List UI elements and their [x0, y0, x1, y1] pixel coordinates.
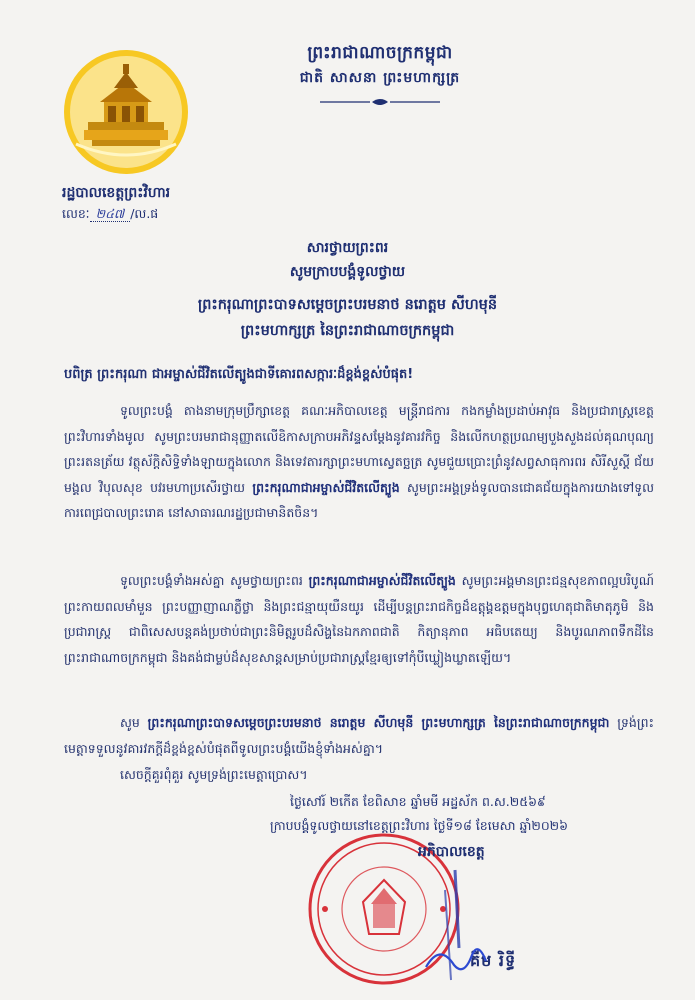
paragraph-1	[64, 398, 654, 526]
paragraph-3-tail: ទ្រង់ព្រះមេត្តាទទួលនូវគារវភក្តីដ៏ខ្ពង់ខ្ពស់បំផុតពីទូលព្រះបង្គំយើងខ្ញុំទាំងអស់គ្នា។	[64, 715, 655, 756]
provincial-logo	[62, 48, 190, 176]
handwritten-signature	[420, 935, 570, 985]
reference-number: ២៤៧	[90, 206, 131, 222]
addressee-line-2: ព្រះមហាក្សត្រ នៃព្រះរាជាណាចក្រកម្ពុជា	[240, 323, 455, 339]
salutation: បពិត្រ ព្រះករុណា ជាអម្ចាស់ជីវិតលើត្បូងជាទីគោរពសក្ការៈដ៏ខ្ពង់ខ្ពស់បំផុត!	[64, 367, 414, 382]
letter-heading: សារថ្វាយព្រះពរ	[306, 240, 389, 256]
sender-org: រដ្ឋបាលខេត្តព្រះវិហារ	[62, 185, 171, 201]
paragraph-3-emphasis: ព្រះករុណាព្រះបាទសម្ដេចព្រះបរមនាថ នរោត្តម សីហមុនី ព្រះមហាក្សត្រ នៃព្រះរាជាណាចក្រកម្ពុជា	[147, 715, 610, 730]
solar-date: ក្រាបបង្គំទូលថ្វាយនៅខេត្តព្រះវិហារ ថ្ងៃទី១៨ ខែមេសា ឆ្នាំ២០២៦	[270, 818, 568, 833]
reference-label: លេខៈ	[62, 206, 90, 221]
paragraph-3	[64, 710, 654, 761]
paragraph-3-text: សូម	[120, 715, 148, 730]
lunar-date: ថ្ងៃសៅរ៍ ២កើត ខែពិសាខ ឆ្នាំមមី អដ្ឋស័ក ព.ស.២៥៦៩	[290, 794, 546, 809]
ornament-divider	[320, 92, 440, 102]
paragraph-2-tail: សូមព្រះអង្គមានព្រះជន្មសុខភាពល្អបរិបូណ៍ ព្រះកាយពលមាំមួន ព្រះបញ្ញាញាណភ្លឺថ្លា និងព្រះជន្មាយុយឺនយូរ ដើម្បីបន្តព្រះរាជកិច្ចដ៏ឧត្តុង្គឧត្តមក្នុងបុព្វហេតុជាតិមាតុភូមិ និងប្រជារាស្ត្រ ជាពិសេសបន្តគង់ប្រថាប់ជាព្រះនិមិត្តរូបដ៏សិង្ហនៃឯកភាពជាតិ កិត្យានុភាព អធិបតេយ្យ និងបូរណភាពទឹកដីនៃព្រះរាជាណាចក្រកម្ពុជា និងគង់ជាម្លប់ដ៏សុខសាន្តសម្រាប់ប្រជារាស្ត្រខ្មែរឲ្យទៅកុំបីឃ្លៀងឃ្លាតឡើយ។	[64, 573, 654, 665]
paragraph-1-text: ទូលព្រះបង្គំ តាងនាមក្រុមប្រឹក្សាខេត្ត គណៈអភិបាលខេត្ត មន្ត្រីរាជការ កងកម្លាំងប្រដាប់អាវុធ និងប្រជារាស្ត្រខេត្តព្រះវិហារទាំងមូល សូមព្រះបរមរាជានុញ្ញាតលើឧិកាសក្រាបអភិវន្ទសម្ដែងនូវគារវកិច្ច និងលើកហត្ថប្រណម្យបួងសួងដល់គុណបុណ្យព្រះរតនត្រ័យ វត្ថុស័ក្តិសិទ្ធិទាំងឡាយក្នុងលោក និងទេវតារក្សាព្រះមហាស្វេតច្ឆត្រ សូមជួយប្រោះព្រំនូវសព្វសាធុការពរ សិរីសួស្តី ជ័យមង្គល វិបុលសុខ បវរមហាប្រសើរថ្វាយ	[64, 403, 654, 495]
paragraph-1-emphasis: ព្រះករុណាជាអម្ចាស់ជីវិតលើត្បូង	[252, 479, 400, 495]
signatory-title: អភិបាលខេត្ត	[418, 844, 485, 860]
letter-subheading: សូមក្រាបបង្គំទូលថ្វាយ	[289, 264, 406, 280]
paragraph-2	[64, 568, 654, 670]
reference-suffix: /ល.ផ	[130, 206, 159, 221]
reference-line	[62, 206, 158, 225]
paragraph-2-emphasis: ព្រះករុណាជាអម្ចាស់ជីវិតលើត្បូង	[308, 573, 456, 588]
paragraph-2-text: ទូលព្រះបង្គំទាំងអស់គ្នា សូមថ្វាយព្រះពរ	[120, 573, 309, 588]
kingdom-motto: ជាតិ សាសនា ព្រះមហាក្សត្រ	[299, 70, 461, 86]
signatory-name: គីម រិទ្ធី	[470, 951, 517, 970]
kingdom-title: ព្រះរាជាណាចក្រកម្ពុជា	[307, 43, 453, 63]
paragraph-1-tail: សូមព្រះអង្គទ្រង់ទូលបានជោគជ័យក្នុងការយាងទៅទូលការពេជ្របាលព្រះរោគ នៅសាធារណរដ្ឋប្រជាមានិតចិន។	[64, 479, 654, 520]
closing-line: សេចក្តីគួរពុំគួរ សូមទ្រង់ព្រះមេត្តាប្រោស។	[120, 767, 308, 782]
addressee-line-1: ព្រះករុណាព្រះបាទសម្ដេចព្រះបរមនាថ នរោត្តម សីហមុនី	[197, 297, 498, 313]
